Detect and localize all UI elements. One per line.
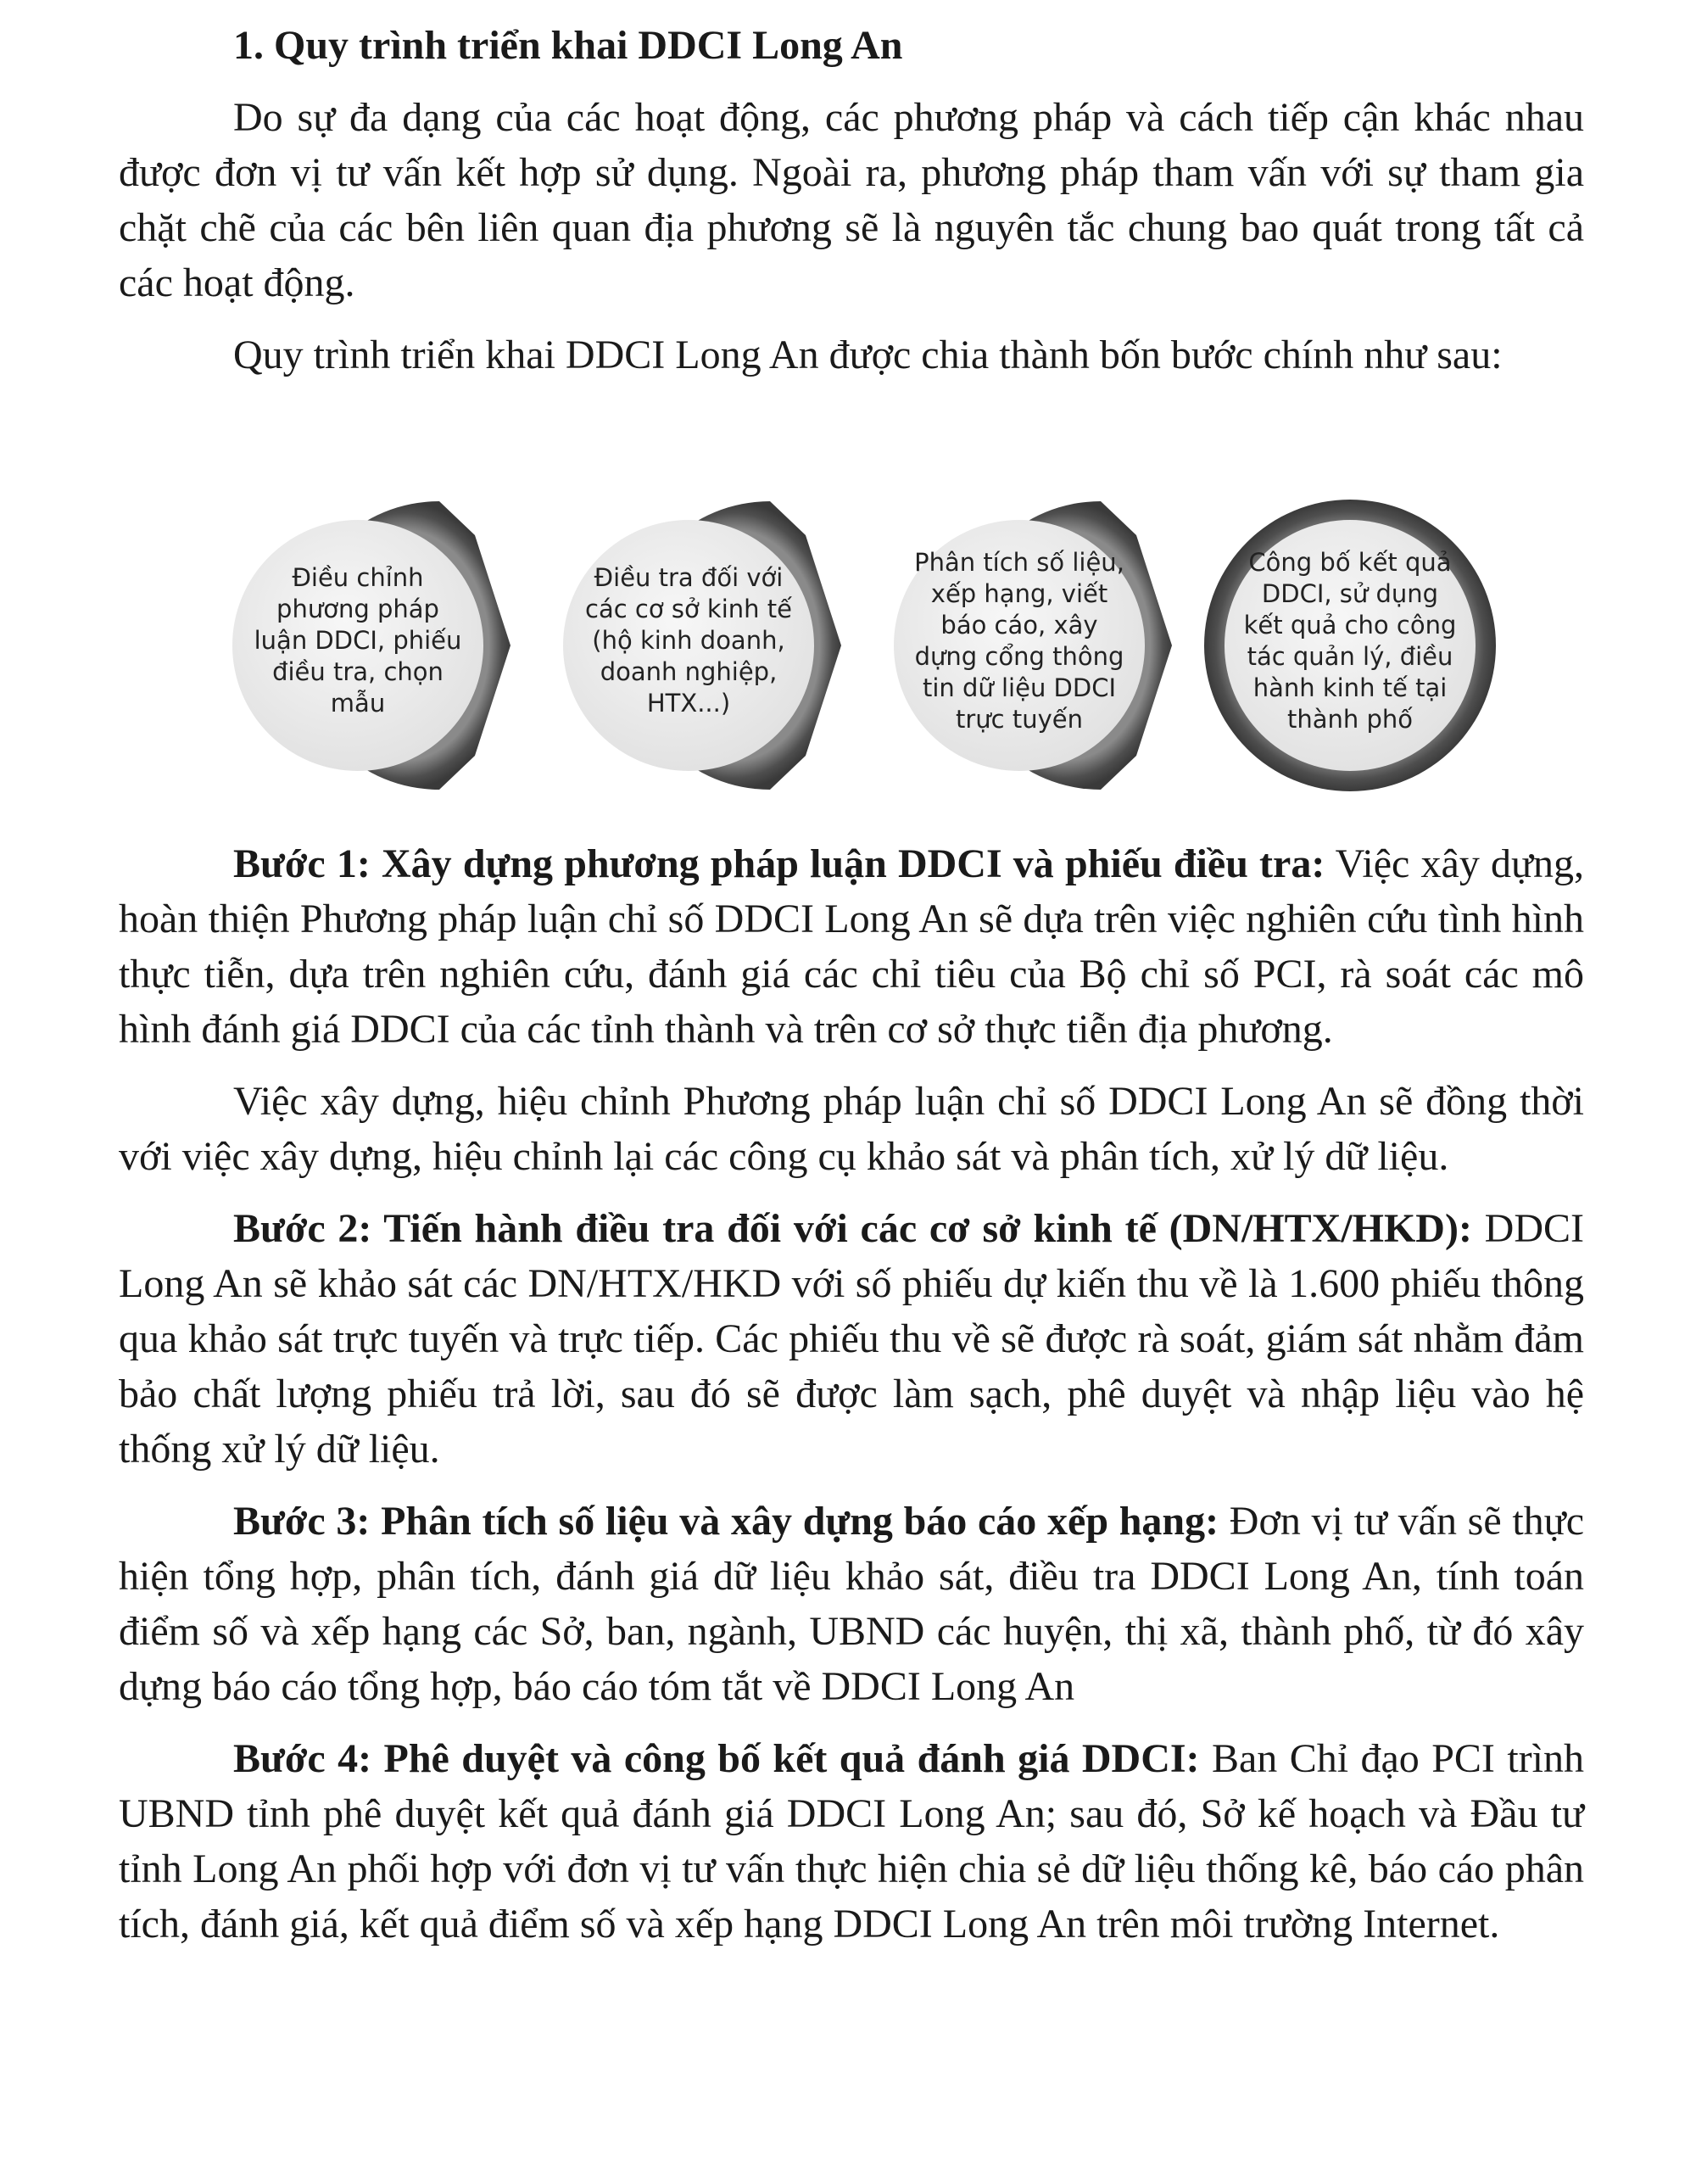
intro-paragraph-2: Quy trình triển khai DDCI Long An được chia thành bốn bước chính như sau: — [233, 332, 1503, 377]
step-2-text: DDCI Long An sẽ khảo sát các DN/HTX/HKD với số phiếu dự kiến thu về là 1.600 phiếu thông qua khảo sát trực tuyến và trực tiếp. Các phiếu thu về sẽ được rà soát, giám sát nhằm đảm bảo chất lượng phiếu trả lời, sau đó sẽ được làm sạch, phê duyệt và nhập liệu vào hệ thống xử lý dữ liệu. — [119, 1206, 1585, 1472]
step-2-label: Điều tra đối với các cơ sở kinh tế (hộ kinh doanh, doanh nghiệp, HTX...) — [585, 563, 792, 718]
step-1-text: Việc xây dựng, hoàn thiện Phương pháp luận chỉ số DDCI Long An sẽ dựa trên việc nghiên cứu tình hình thực tiễn, dựa trên nghiên cứu, đánh giá các chỉ tiêu của Bộ chỉ số PCI, rà soát các mô hình đánh giá DDCI của các tỉnh thành và trên cơ sở thực tiễn địa phương. — [119, 841, 1584, 1052]
step-1-paragraph — [119, 836, 1584, 1057]
step-1-heading: Bước 1: Xây dựng phương pháp luận DDCI và phiếu điều tra: — [233, 841, 1325, 886]
step-3-heading: Bước 3: Phân tích số liệu và xây dựng báo cáo xếp hạng: — [233, 1499, 1219, 1544]
step-3-paragraph — [119, 1494, 1584, 1714]
section-title: 1. Quy trình triển khai DDCI Long An — [233, 23, 903, 68]
step-1-paragraph-2: Việc xây dựng, hiệu chỉnh Phương pháp luận chỉ số DDCI Long An sẽ đồng thời với việc xây dựng, hiệu chỉnh lại các công cụ khảo sát và phân tích, xử lý dữ liệu. — [119, 1079, 1584, 1179]
step-2-heading: Bước 2: Tiến hành điều tra đối với các cơ sở kinh tế (DN/HTX/HKD): — [233, 1206, 1472, 1251]
step-3-text: Đơn vị tư vấn sẽ thực hiện tổng hợp, phân tích, đánh giá dữ liệu khảo sát, điều tra DDCI Long An, tính toán điểm số và xếp hạng các Sở, ban, ngành, UBND các huyện, thị xã, thành phố, từ đó xây dựng báo cáo tổng hợp, báo cáo tóm tắt về DDCI Long An — [119, 1499, 1584, 1709]
step-4-heading: Bước 4: Phê duyệt và công bố kết quả đánh giá DDCI: — [233, 1736, 1200, 1781]
process-diagram — [119, 476, 1584, 815]
step-3-label: Phân tích số liệu, xếp hạng, viết báo cáo, xây dựng cổng thông tin dữ liệu DDCI trực tuyến — [914, 548, 1124, 734]
step-4-text: Ban Chỉ đạo PCI trình UBND tỉnh phê duyệt kết quả đánh giá DDCI Long An; sau đó, Sở kế hoạch và Đầu tư tỉnh Long An phối hợp với đơn vị tư vấn thực hiện chia sẻ dữ liệu thống kê, báo cáo phân tích, đánh giá, kết quả điểm số và xếp hạng DDCI Long An trên môi trường Internet. — [119, 1736, 1584, 1947]
step-1-label: Điều chỉnh phương pháp luận DDCI, phiếu điều tra, chọn mẫu — [254, 563, 462, 718]
intro-paragraph-1: Do sự đa dạng của các hoạt động, các phương pháp và cách tiếp cận khác nhau được đơn vị tư vấn kết hợp sử dụng. Ngoài ra, phương pháp tham vấn với sự tham gia chặt chẽ của các bên liên quan địa phương sẽ là nguyên tắc chung bao quát trong tất cả các hoạt động. — [119, 95, 1584, 305]
step-2-paragraph — [119, 1201, 1584, 1477]
step-4-label: Công bố kết quả DDCI, sử dụng kết quả cho công tác quản lý, điều hành kinh tế tại thành phố — [1243, 548, 1457, 734]
step-4-paragraph — [119, 1731, 1584, 1952]
document-page — [119, 0, 1584, 1952]
